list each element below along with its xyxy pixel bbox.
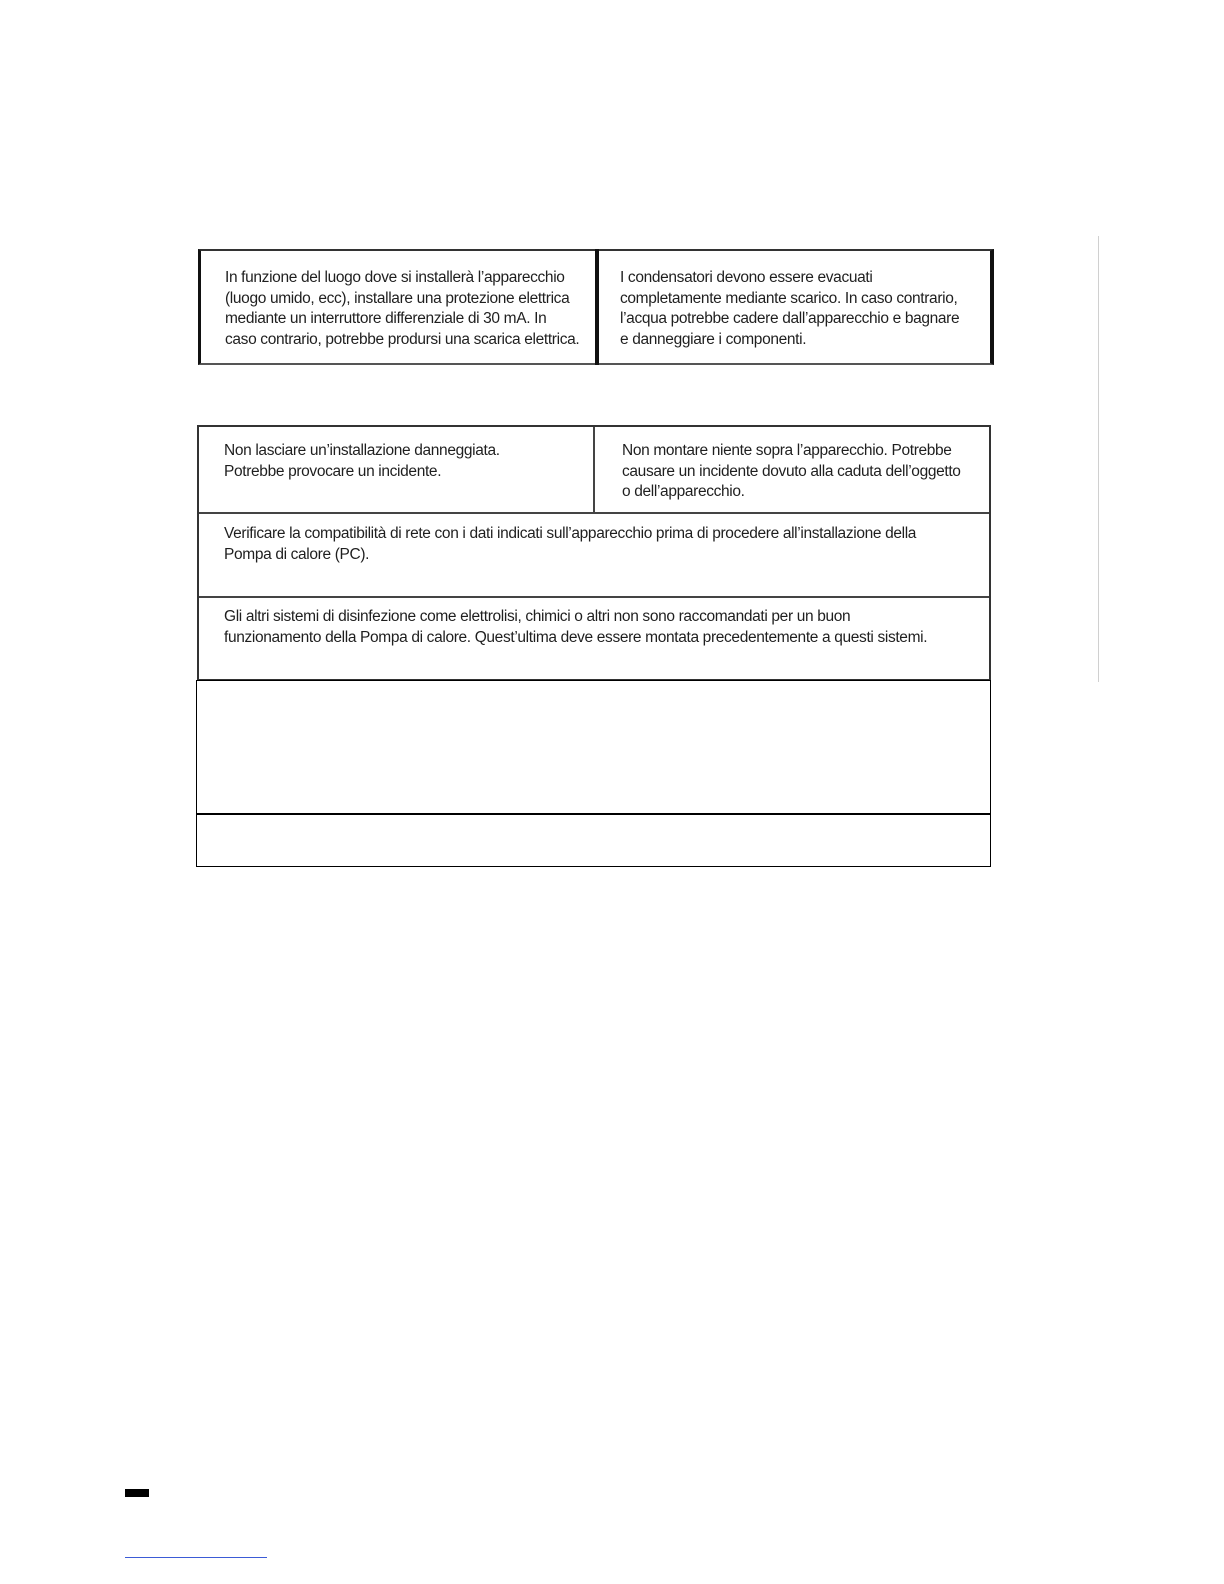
footer-link-underline[interactable] [125, 1557, 267, 1558]
table-divider [199, 512, 989, 514]
table-divider [593, 427, 595, 512]
table-divider [595, 249, 599, 365]
warnings-table-1 [198, 249, 994, 365]
warnings-table-2 [197, 425, 991, 681]
margin-rule [1098, 236, 1099, 682]
warning-grid-compatibility: Verificare la compatibilità di rete con i dati indicati sull’apparecchio prima di procedere all’installazione della Pompa di calore (PC). [224, 525, 917, 563]
warning-electrical-protection: In funzione del luogo dove si installerà l’apparecchio (luogo umido, ecc), installare una protezione elettrica mediante un interruttore differenziale di 30 mA. In caso contrario, potrebbe prodursi una scarica elettrica. [225, 269, 580, 348]
warning-nothing-on-top: Non montare niente sopra l’apparecchio. Potrebbe causare un incidente dovuto alla caduta dell’oggetto o dell’apparecchio. [622, 442, 961, 500]
warning-damaged-installation: Non lasciare un’installazione danneggiata. Potrebbe provocare un incidente. [224, 442, 500, 480]
warning-disinfection-systems: Gli altri sistemi di disinfezione come elettrolisi, chimici o altri non sono raccomandati per un buon funzionamento della Pompa di calore. Quest’ultima deve essere montata precedentemente a questi sistemi. [224, 608, 928, 646]
footer-mark [125, 1489, 149, 1497]
table-divider [199, 596, 989, 598]
warning-condensate-drain: I condensatori devono essere evacuati completamente mediante scarico. In caso contrario, l’acqua potrebbe cadere dall’apparecchio e bagnare e danneggiare i componenti. [620, 269, 960, 348]
table-divider [197, 813, 990, 815]
empty-table [196, 680, 991, 867]
